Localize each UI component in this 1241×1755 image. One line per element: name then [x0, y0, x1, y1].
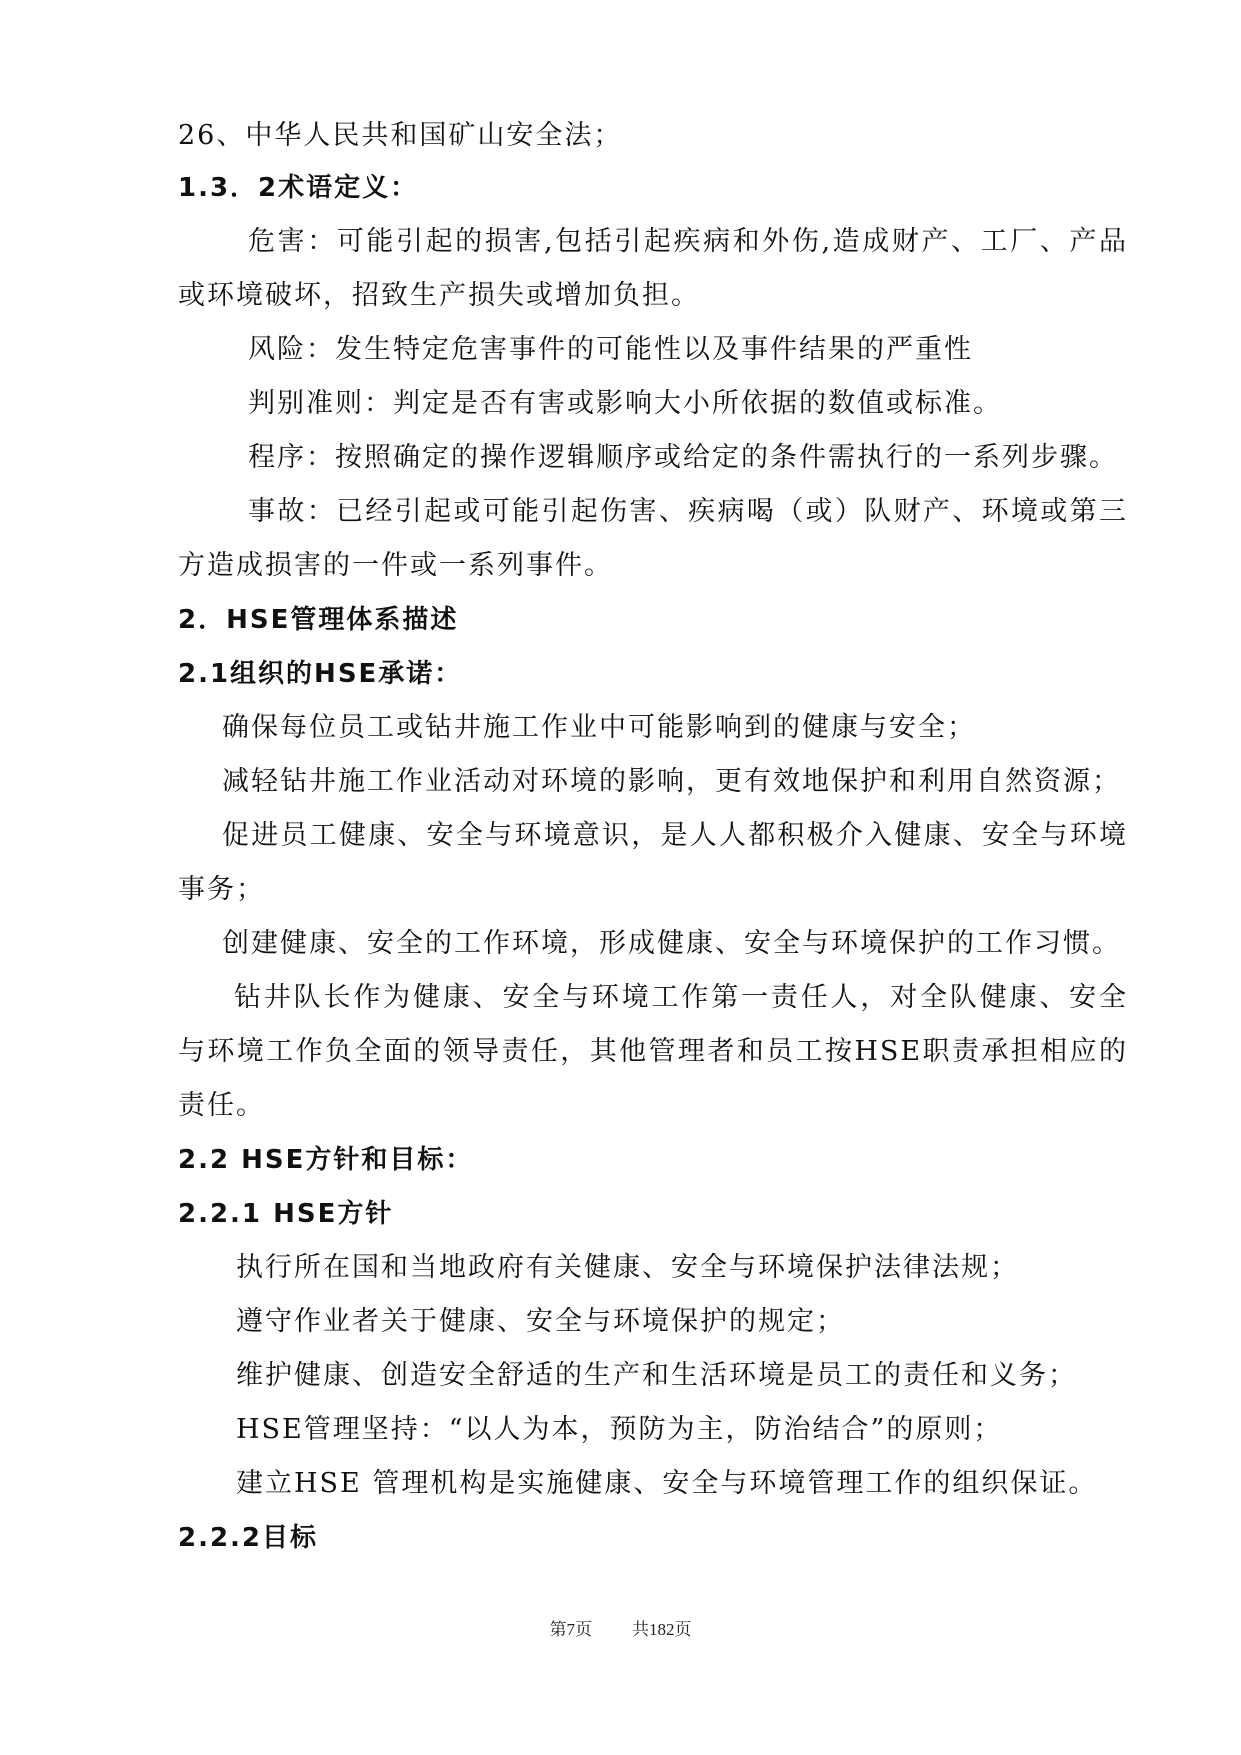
- section-heading: 2.2.2目标: [178, 1523, 319, 1553]
- section-heading: 2.1组织的HSE承诺：: [178, 659, 463, 689]
- page-number: 第7页: [549, 1620, 592, 1639]
- paragraph-line: 判别准则：判定是否有害或影响大小所依据的数值或标准。: [248, 388, 1002, 419]
- paragraph-line: 事务；: [178, 874, 265, 905]
- paragraph-line: 责任。: [178, 1090, 265, 1121]
- section-heading: 2.2 HSE方针和目标：: [178, 1145, 474, 1175]
- section-heading: 2．HSE管理体系描述: [178, 605, 459, 635]
- paragraph-line: 程序：按照确定的操作逻辑顺序或给定的条件需执行的一系列步骤。: [248, 442, 1118, 473]
- paragraph-line: 遵守作业者关于健康、安全与环境保护的规定；: [236, 1306, 845, 1337]
- list-item: 26、中华人民共和国矿山安全法；: [178, 120, 623, 151]
- paragraph-line: 减轻钻井施工作业活动对环境的影响，更有效地保护和利用自然资源；: [222, 766, 1121, 797]
- paragraph-line: 风险：发生特定危害事件的可能性以及事件结果的严重性: [248, 334, 973, 365]
- section-heading: 1.3．2术语定义：: [178, 173, 419, 203]
- section-heading: 2.2.1 HSE方针: [178, 1199, 394, 1229]
- paragraph-line: 事故：已经引起或可能引起伤害、疾病喝（或）队财产、环境或第三: [248, 496, 1128, 527]
- paragraph-line: 钻井队长作为健康、安全与环境工作第一责任人，对全队健康、安全: [234, 982, 1128, 1013]
- paragraph-line: 方造成损害的一件或一系列事件。: [178, 550, 613, 581]
- paragraph-line: 执行所在国和当地政府有关健康、安全与环境保护法律法规；: [236, 1252, 1019, 1283]
- paragraph-line: 建立HSE 管理机构是实施健康、安全与环境管理工作的组织保证。: [236, 1468, 1098, 1499]
- paragraph-line: 或环境破坏，招致生产损失或增加负担。: [178, 280, 700, 311]
- paragraph-line: 与环境工作负全面的领导责任，其他管理者和员工按HSE职责承担相应的: [178, 1036, 1128, 1067]
- paragraph-line: 促进员工健康、安全与环境意识，是人人都积极介入健康、安全与环境: [222, 820, 1128, 851]
- paragraph-line: 确保每位员工或钻井施工作业中可能影响到的健康与安全；: [222, 712, 976, 743]
- paragraph-line: 维护健康、创造安全舒适的生产和生活环境是员工的责任和义务；: [236, 1360, 1077, 1391]
- page-footer: [0, 1618, 1241, 1642]
- paragraph-line: HSE管理坚持：“以人为本，预防为主，防治结合”的原则；: [236, 1414, 1003, 1445]
- paragraph-line: 创建健康、安全的工作环境，形成健康、安全与环境保护的工作习惯。: [222, 928, 1121, 959]
- paragraph-line: 危害：可能引起的损害,包括引起疾病和外伤,造成财产、工厂、产品: [248, 226, 1128, 257]
- page-total: 共182页: [632, 1620, 692, 1639]
